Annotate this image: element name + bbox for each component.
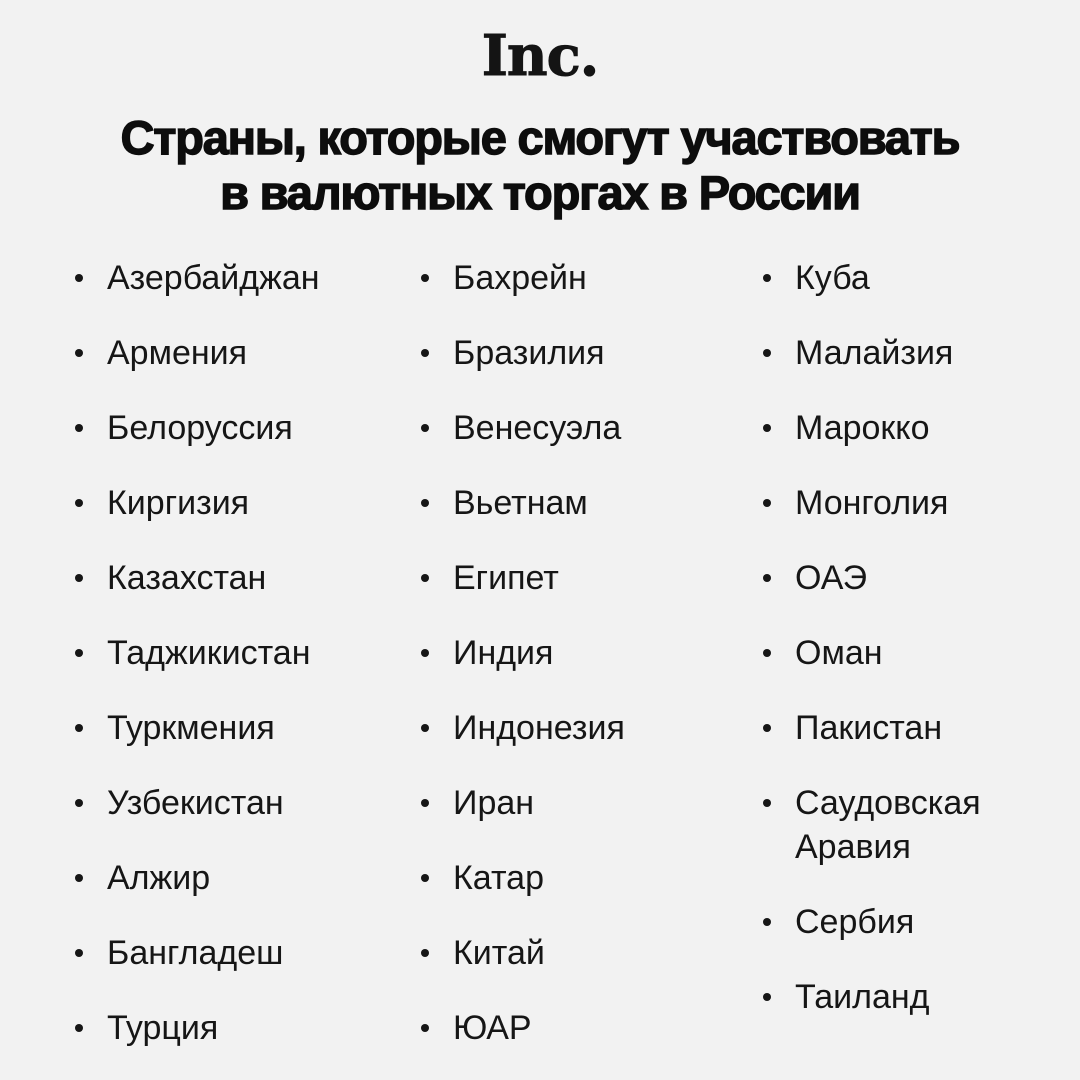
- bullet-icon: [421, 1024, 429, 1032]
- country-item: [421, 556, 763, 600]
- title-line-1: Страны, которые смогут участвовать: [120, 111, 960, 164]
- country-item: [75, 556, 421, 600]
- country-column-3: [763, 256, 1040, 1080]
- bullet-icon: [421, 649, 429, 657]
- country-name: Белоруссия: [107, 409, 293, 447]
- bullet-icon: [421, 799, 429, 807]
- country-name: Бразилия: [453, 334, 605, 372]
- country-item: [75, 931, 421, 975]
- country-name: Куба: [795, 259, 870, 297]
- country-name: Алжир: [107, 859, 211, 897]
- country-name: Казахстан: [107, 559, 267, 597]
- bullet-icon: [763, 574, 771, 582]
- bullet-icon: [421, 574, 429, 582]
- country-name: Венесуэла: [453, 409, 622, 447]
- country-name: Китай: [453, 934, 545, 972]
- country-name: Индонезия: [453, 709, 625, 747]
- country-name: Индия: [453, 634, 554, 672]
- country-column-1: [75, 256, 421, 1080]
- country-name: Узбекистан: [107, 784, 284, 822]
- country-item: [75, 256, 421, 300]
- bullet-icon: [75, 574, 83, 582]
- country-item: [421, 781, 763, 825]
- country-name: Монголия: [795, 484, 949, 522]
- bullet-icon: [75, 799, 83, 807]
- country-name: ЮАР: [453, 1009, 532, 1047]
- bullet-icon: [763, 349, 771, 357]
- bullet-icon: [763, 649, 771, 657]
- bullet-icon: [421, 349, 429, 357]
- country-name: Турция: [107, 1009, 219, 1047]
- country-item: [75, 481, 421, 525]
- country-name: Армения: [107, 334, 248, 372]
- country-column-2: [421, 256, 763, 1080]
- country-columns: [0, 256, 1080, 1080]
- country-item: [421, 856, 763, 900]
- country-item: [763, 900, 1040, 944]
- country-name: Саудовская Аравия: [795, 784, 981, 866]
- bullet-icon: [75, 274, 83, 282]
- bullet-icon: [75, 424, 83, 432]
- country-item: [763, 975, 1040, 1019]
- bullet-icon: [763, 424, 771, 432]
- country-name: Таджикистан: [107, 634, 311, 672]
- country-name: Оман: [795, 634, 883, 672]
- country-name: Катар: [453, 859, 544, 897]
- country-item: [421, 331, 763, 375]
- bullet-icon: [421, 949, 429, 957]
- inc-logo: Inc.: [481, 23, 599, 89]
- bullet-icon: [421, 724, 429, 732]
- country-name: Азербайджан: [107, 259, 320, 297]
- country-item: [75, 781, 421, 825]
- country-item: [75, 706, 421, 750]
- bullet-icon: [763, 993, 771, 1001]
- country-name: Киргизия: [107, 484, 250, 522]
- country-item: [421, 706, 763, 750]
- country-name: Бахрейн: [453, 259, 587, 297]
- country-item: [763, 481, 1040, 525]
- country-item: [75, 631, 421, 675]
- country-name: Египет: [453, 559, 559, 597]
- country-item: [421, 631, 763, 675]
- bullet-icon: [75, 874, 83, 882]
- country-item: [75, 1006, 421, 1050]
- country-item: [763, 256, 1040, 300]
- country-name: Туркмения: [107, 709, 275, 747]
- bullet-icon: [421, 874, 429, 882]
- country-item: [421, 1006, 763, 1050]
- country-item: [763, 556, 1040, 600]
- country-item: [421, 256, 763, 300]
- bullet-icon: [75, 949, 83, 957]
- bullet-icon: [763, 499, 771, 507]
- country-name: Бангладеш: [107, 934, 284, 972]
- bullet-icon: [421, 499, 429, 507]
- country-item: [763, 631, 1040, 675]
- country-item: [75, 406, 421, 450]
- bullet-icon: [763, 724, 771, 732]
- country-name: Вьетнам: [453, 484, 588, 522]
- country-item: [421, 406, 763, 450]
- bullet-icon: [421, 424, 429, 432]
- bullet-icon: [763, 918, 771, 926]
- country-item: [763, 406, 1040, 450]
- bullet-icon: [421, 274, 429, 282]
- country-item: [763, 781, 1040, 869]
- page-title: [40, 110, 1040, 220]
- country-item: [421, 481, 763, 525]
- bullet-icon: [75, 1024, 83, 1032]
- bullet-icon: [75, 649, 83, 657]
- country-item: [763, 331, 1040, 375]
- bullet-icon: [75, 499, 83, 507]
- country-name: Малайзия: [795, 334, 954, 372]
- bullet-icon: [763, 274, 771, 282]
- country-name: Иран: [453, 784, 535, 822]
- country-name: Сербия: [795, 903, 915, 941]
- title-line-2: в валютных торгах в России: [220, 166, 860, 219]
- country-item: [75, 856, 421, 900]
- country-item: [75, 331, 421, 375]
- country-name: ОАЭ: [795, 559, 868, 597]
- bullet-icon: [763, 799, 771, 807]
- country-item: [421, 931, 763, 975]
- bullet-icon: [75, 724, 83, 732]
- country-name: Пакистан: [795, 709, 943, 747]
- country-name: Марокко: [795, 409, 930, 447]
- country-item: [763, 706, 1040, 750]
- country-name: Таиланд: [795, 978, 930, 1016]
- bullet-icon: [75, 349, 83, 357]
